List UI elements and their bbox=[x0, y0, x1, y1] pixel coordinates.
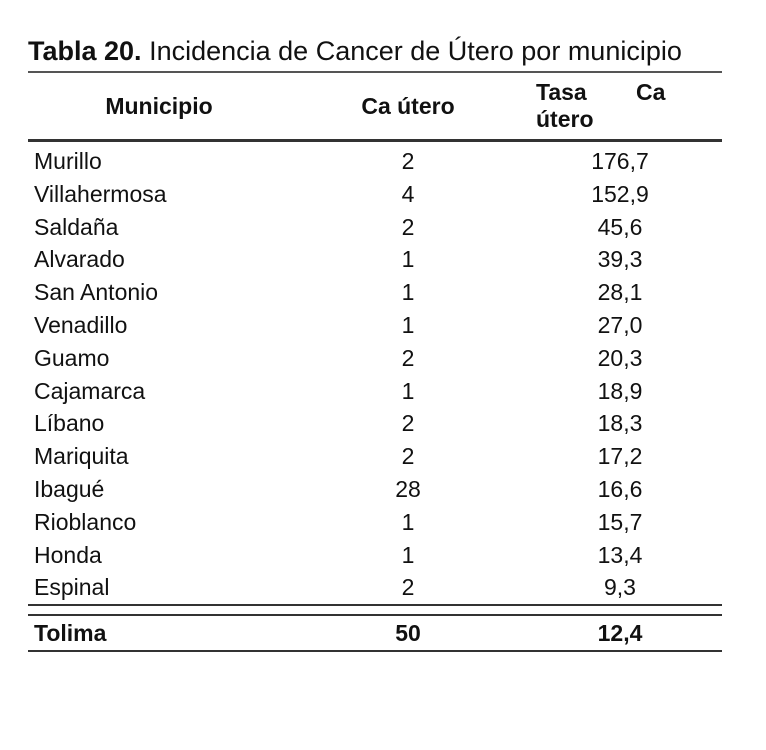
cell-municipio: Cajamarca bbox=[34, 377, 146, 404]
cell-tasa: 152,9 bbox=[591, 180, 649, 207]
cell-tasa: 20,3 bbox=[597, 344, 643, 371]
cell-tasa: 13,4 bbox=[597, 541, 643, 568]
table-row bbox=[28, 276, 722, 309]
total-ca-utero: 50 bbox=[318, 615, 498, 651]
cell-ca-utero: 1 bbox=[401, 541, 415, 568]
cell-ca-utero: 2 bbox=[401, 410, 415, 437]
cell-ca-utero: 2 bbox=[401, 443, 415, 470]
cell-ca-utero: 1 bbox=[401, 279, 415, 306]
cell-ca-utero: 2 bbox=[401, 213, 415, 240]
header-tasa-sub: Ca útero bbox=[536, 79, 666, 132]
table-caption bbox=[28, 34, 722, 68]
table-row bbox=[28, 375, 722, 408]
table-row bbox=[28, 243, 722, 276]
cell-municipio: Mariquita bbox=[34, 443, 129, 470]
cell-tasa: 17,2 bbox=[597, 443, 643, 470]
table-row bbox=[28, 178, 722, 211]
cell-municipio: Rioblanco bbox=[34, 508, 137, 535]
cell-ca-utero: 4 bbox=[401, 180, 415, 207]
spacer-row bbox=[28, 605, 722, 615]
cell-municipio: Honda bbox=[34, 541, 102, 568]
header-row bbox=[28, 73, 722, 141]
table-row bbox=[28, 211, 722, 244]
table-row bbox=[28, 440, 722, 473]
table-row bbox=[28, 539, 722, 572]
cell-tasa: 15,7 bbox=[597, 508, 643, 535]
table-row bbox=[28, 473, 722, 506]
table-row bbox=[28, 506, 722, 539]
header-tasa-label: Tasa bbox=[536, 79, 587, 105]
table-row bbox=[28, 141, 722, 178]
cell-ca-utero: 1 bbox=[401, 377, 415, 404]
cell-municipio: Ibagué bbox=[34, 475, 105, 502]
cell-municipio: Alvarado bbox=[34, 246, 125, 273]
cell-ca-utero: 1 bbox=[401, 508, 415, 535]
table-body bbox=[28, 141, 722, 606]
header-tasa bbox=[498, 73, 722, 141]
caption-text: Incidencia de Cancer de Útero por municipio bbox=[149, 36, 682, 66]
table-row bbox=[28, 407, 722, 440]
cell-municipio: Villahermosa bbox=[34, 180, 167, 207]
cell-municipio: Murillo bbox=[34, 148, 102, 174]
table-row bbox=[28, 342, 722, 375]
cell-ca-utero: 1 bbox=[401, 311, 415, 338]
cell-tasa: 18,9 bbox=[597, 377, 643, 404]
spacer-cell bbox=[28, 605, 722, 615]
cell-tasa: 28,1 bbox=[597, 279, 643, 306]
cell-tasa: 45,6 bbox=[597, 213, 643, 240]
cell-ca-utero: 2 bbox=[401, 344, 415, 371]
header-municipio: Municipio bbox=[28, 73, 318, 141]
cell-tasa: 176,7 bbox=[591, 148, 649, 174]
cell-municipio: San Antonio bbox=[34, 279, 159, 306]
total-municipio: Tolima bbox=[28, 615, 318, 651]
cell-municipio: Espinal bbox=[34, 574, 110, 601]
cell-tasa: 39,3 bbox=[597, 246, 643, 273]
cell-ca-utero: 28 bbox=[395, 475, 421, 502]
table-row bbox=[28, 571, 722, 605]
cell-municipio: Líbano bbox=[34, 410, 105, 437]
caption-label: Tabla 20. bbox=[28, 36, 142, 66]
cell-tasa: 16,6 bbox=[597, 475, 643, 502]
cell-municipio: Guamo bbox=[34, 344, 110, 371]
cell-ca-utero: 2 bbox=[401, 148, 415, 174]
header-ca-utero: Ca útero bbox=[318, 73, 498, 141]
cell-tasa: 9,3 bbox=[604, 574, 636, 601]
cell-tasa: 18,3 bbox=[597, 410, 643, 437]
document-page bbox=[28, 34, 722, 652]
total-row bbox=[28, 615, 722, 651]
cell-ca-utero: 2 bbox=[401, 574, 415, 601]
total-tasa: 12,4 bbox=[498, 615, 722, 651]
incidence-table bbox=[28, 73, 722, 652]
cell-municipio: Venadillo bbox=[34, 311, 128, 338]
cell-tasa: 27,0 bbox=[597, 311, 643, 338]
table-row bbox=[28, 309, 722, 342]
cell-ca-utero: 1 bbox=[401, 246, 415, 273]
cell-municipio: Saldaña bbox=[34, 213, 119, 240]
